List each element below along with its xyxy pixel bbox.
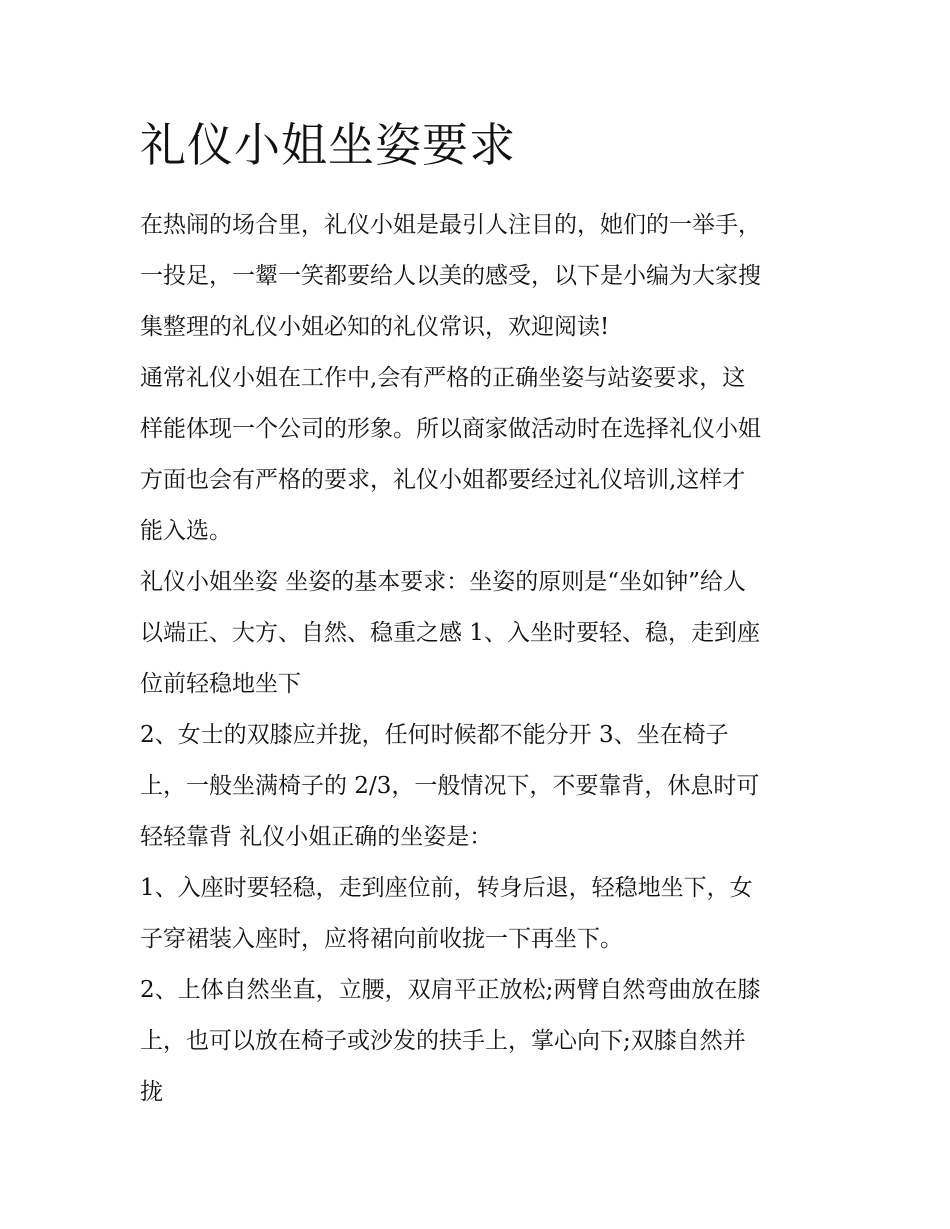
text-line: 拢: [140, 1079, 163, 1105]
text-line: 子穿裙装入座时，应将裙向前收拢一下再坐下。: [140, 926, 623, 952]
text-line: 能入选。: [140, 518, 232, 544]
document-body: [140, 200, 820, 1118]
text-line: 集整理的礼仪小姐必知的礼仪常识，欢迎阅读!: [140, 314, 610, 340]
text-line: 通常礼仪小姐在工作中,会有严格的正确坐姿与站姿要求，这: [140, 365, 746, 391]
text-line: 一投足，一颦一笑都要给人以美的感受，以下是小编为大家搜: [140, 263, 761, 289]
text-line: 1、入座时要轻稳，走到座位前，转身后退，轻稳地坐下，女: [140, 875, 753, 901]
text-line: 上，一般坐满椅子的 2/3，一般情况下，不要靠背，休息时可: [140, 773, 760, 799]
text-line: 位前轻稳地坐下: [140, 671, 301, 697]
text-line: 样能体现一个公司的形象。所以商家做活动时在选择礼仪小姐: [140, 416, 761, 442]
text-line: 方面也会有严格的要求，礼仪小姐都要经过礼仪培训,这样才: [140, 467, 746, 493]
text-line: 2、上体自然坐直，立腰，双肩平正放松;两臂自然弯曲放在膝: [140, 977, 761, 1003]
text-line: 上，也可以放在椅子或沙发的扶手上，掌心向下;双膝自然并: [140, 1028, 746, 1054]
text-line: 轻轻靠背 礼仪小姐正确的坐姿是：: [140, 824, 493, 850]
text-line: 礼仪小姐坐姿 坐姿的基本要求：坐姿的原则是“坐如钟”给人: [140, 569, 746, 595]
text-line: 2、女士的双膝应并拢，任何时候都不能分开 3、坐在椅子: [140, 722, 729, 748]
text-line: 以端正、大方、自然、稳重之感 1、入坐时要轻、稳，走到座: [140, 620, 760, 646]
document-title: 礼仪小姐坐姿要求: [140, 118, 516, 172]
text-line: 在热闹的场合里，礼仪小姐是最引人注目的，她们的一举手，: [140, 212, 761, 238]
